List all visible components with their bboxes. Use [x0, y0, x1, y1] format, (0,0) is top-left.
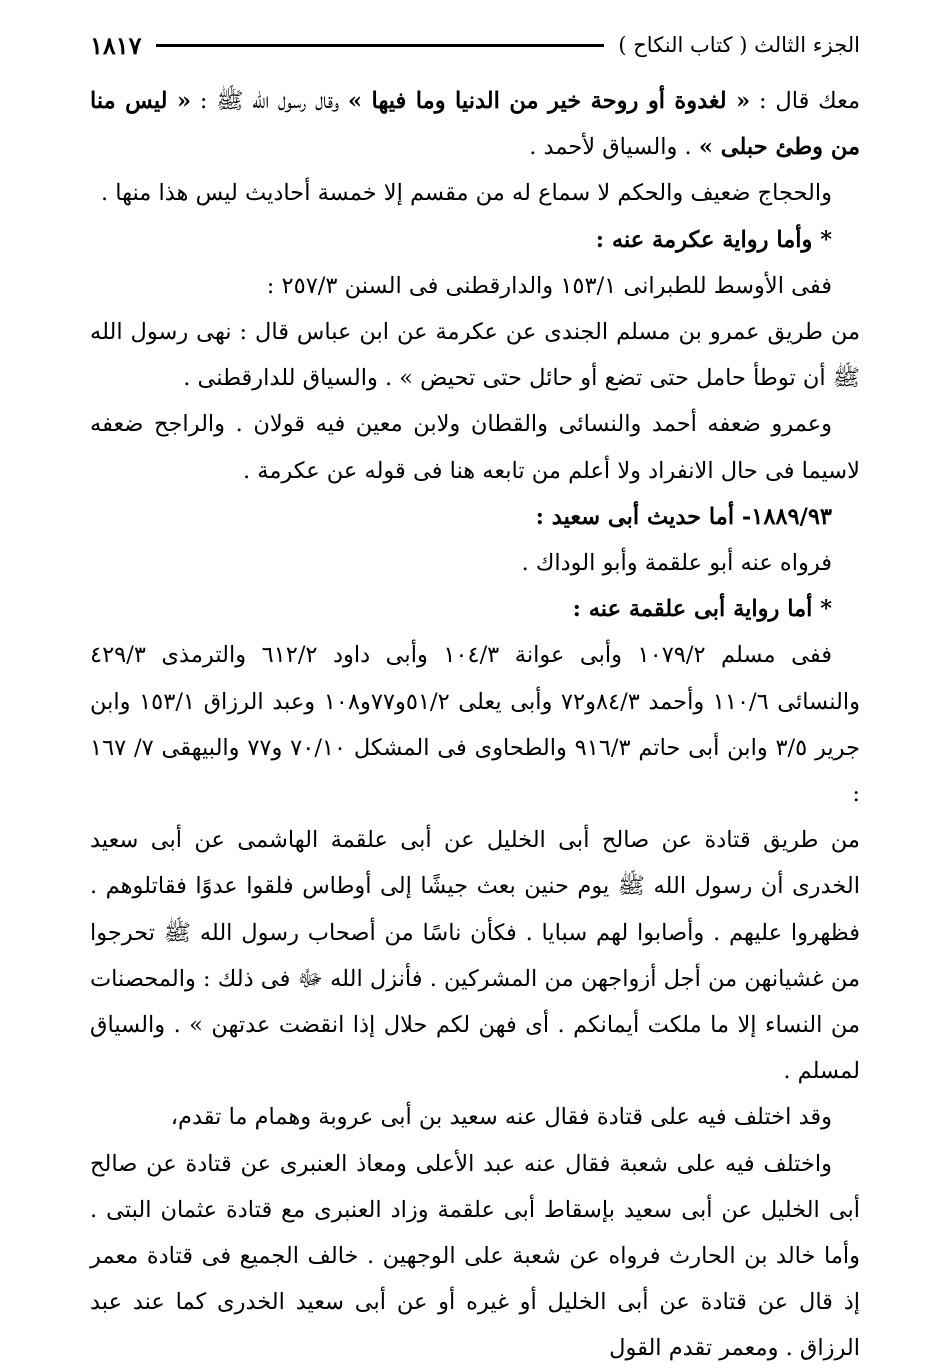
paragraph-8: من طريق قتادة عن صالح أبى الخليل عن أبى علقمة الهاشمى عن أبى سعيد الخدرى أن رسول الله ﷺ يوم حنين بعث جيشًا إلى أوطاس فلقوا عدوًا فقاتلوهم . فظهروا عليهم . وأصابوا لهم سبايا . فكأن ناسًا من أصحاب رسول الله ﷺ تحرجوا من غشيانهن من أجل أزواجهن من المشركين . فأنزل الله ﷻ فى ذلك : والمحصنات من النساء إلا ما ملكت أيمانكم . أى فهن لكم حلال إذا انقضت عدتهن » . والسياق لمسلم .: [90, 827, 860, 1085]
header-rule: [156, 44, 605, 47]
p1-quote-2: « ليس منا من وطئ حبلى »: [90, 88, 860, 161]
paragraph-3: ففى الأوسط للطبرانى ١٥٣/١ والدارقطنى فى السنن ٢٥٧/٣ :: [266, 272, 832, 299]
page-number: ١٨١٧: [90, 30, 142, 60]
p1-tail: . والسياق لأحمد .: [529, 134, 699, 161]
paragraph-7: ففى مسلم ١٠٧٩/٢ وأبى عوانة ١٠٤/٣ وأبى داود ٦١٢/٢ والترمذى ٤٢٩/٣ والنسائى ١١٠/٦ وأحمد ٨٤/٣و٧٢ وأبى يعلى ٥١/٢و٧٧و١٠٨ وعبد الرزاق ١٥٣/١ وابن جرير ٣/٥ وابن أبى حاتم ٩١٦/٣ والطحاوى فى المشكل ٧٠/١٠ و٧٧ والبيهقى ٧/ ١٦٧ :: [90, 642, 861, 808]
heading-ikrimah: * وأما رواية عكرمة عنه :: [595, 226, 832, 253]
p1-quote-1: « لغدوة أو روحة خير من الدنيا وما فيها »: [347, 88, 751, 114]
page-body: [90, 78, 860, 1372]
paragraph-5: وعمرو ضعفه أحمد والنسائى والقطان ولابن معين فيه قولان . والراجح ضعفه لاسيما فى حال الانفراد ولا أعلم من تابعه هنا فى قوله عن عكرمة .: [90, 411, 860, 484]
paragraph-10: واختلف فيه على شعبة فقال عنه عبد الأعلى ومعاذ العنبرى عن قتادة عن صالح أبى الخليل عن أبى سعيد بإسقاط أبى علقمة وزاد العنبرى مع قتادة عثمان البتى . وأما خالد بن الحارث فرواه عن شعبة على الوجهين . خالف الجميع فى قتادة معمر إذ قال عن قتادة عن أبى الخليل أو غيره أو عن أبى سعيد الخدرى كما عند عبد الرزاق . ومعمر تقدم القول: [90, 1150, 860, 1362]
paragraph-1: [90, 78, 860, 170]
paragraph-2: والحجاج ضعيف والحكم لا سماع له من مقسم إلا خمسة أحاديث ليس هذا منها .: [100, 180, 832, 207]
paragraph-6: فرواه عنه أبو علقمة وأبو الوداك .: [521, 550, 832, 577]
p1-mid: وقال رسول الله ﷺ :: [191, 88, 348, 114]
p1-lead: معك قال :: [750, 88, 861, 114]
page-header: [90, 28, 860, 62]
heading-abu-said: ١٨٨٩/٩٣- أما حديث أبى سعيد :: [535, 503, 832, 530]
paragraph-9: وقد اختلف فيه على قتادة فقال عنه سعيد بن أبى عروبة وهمام ما تقدم،: [170, 1104, 832, 1131]
running-title: الجزء الثالث ( كتاب النكاح ): [618, 33, 860, 57]
paragraph-4: من طريق عمرو بن مسلم الجندى عن عكرمة عن ابن عباس قال : نهى رسول الله ﷺ أن توطأ حامل حتى تضع أو حائل حتى تحيض » . والسياق للدارقطنى .: [90, 319, 860, 392]
heading-abu-alqamah: * أما رواية أبى علقمة عنه :: [572, 596, 832, 623]
